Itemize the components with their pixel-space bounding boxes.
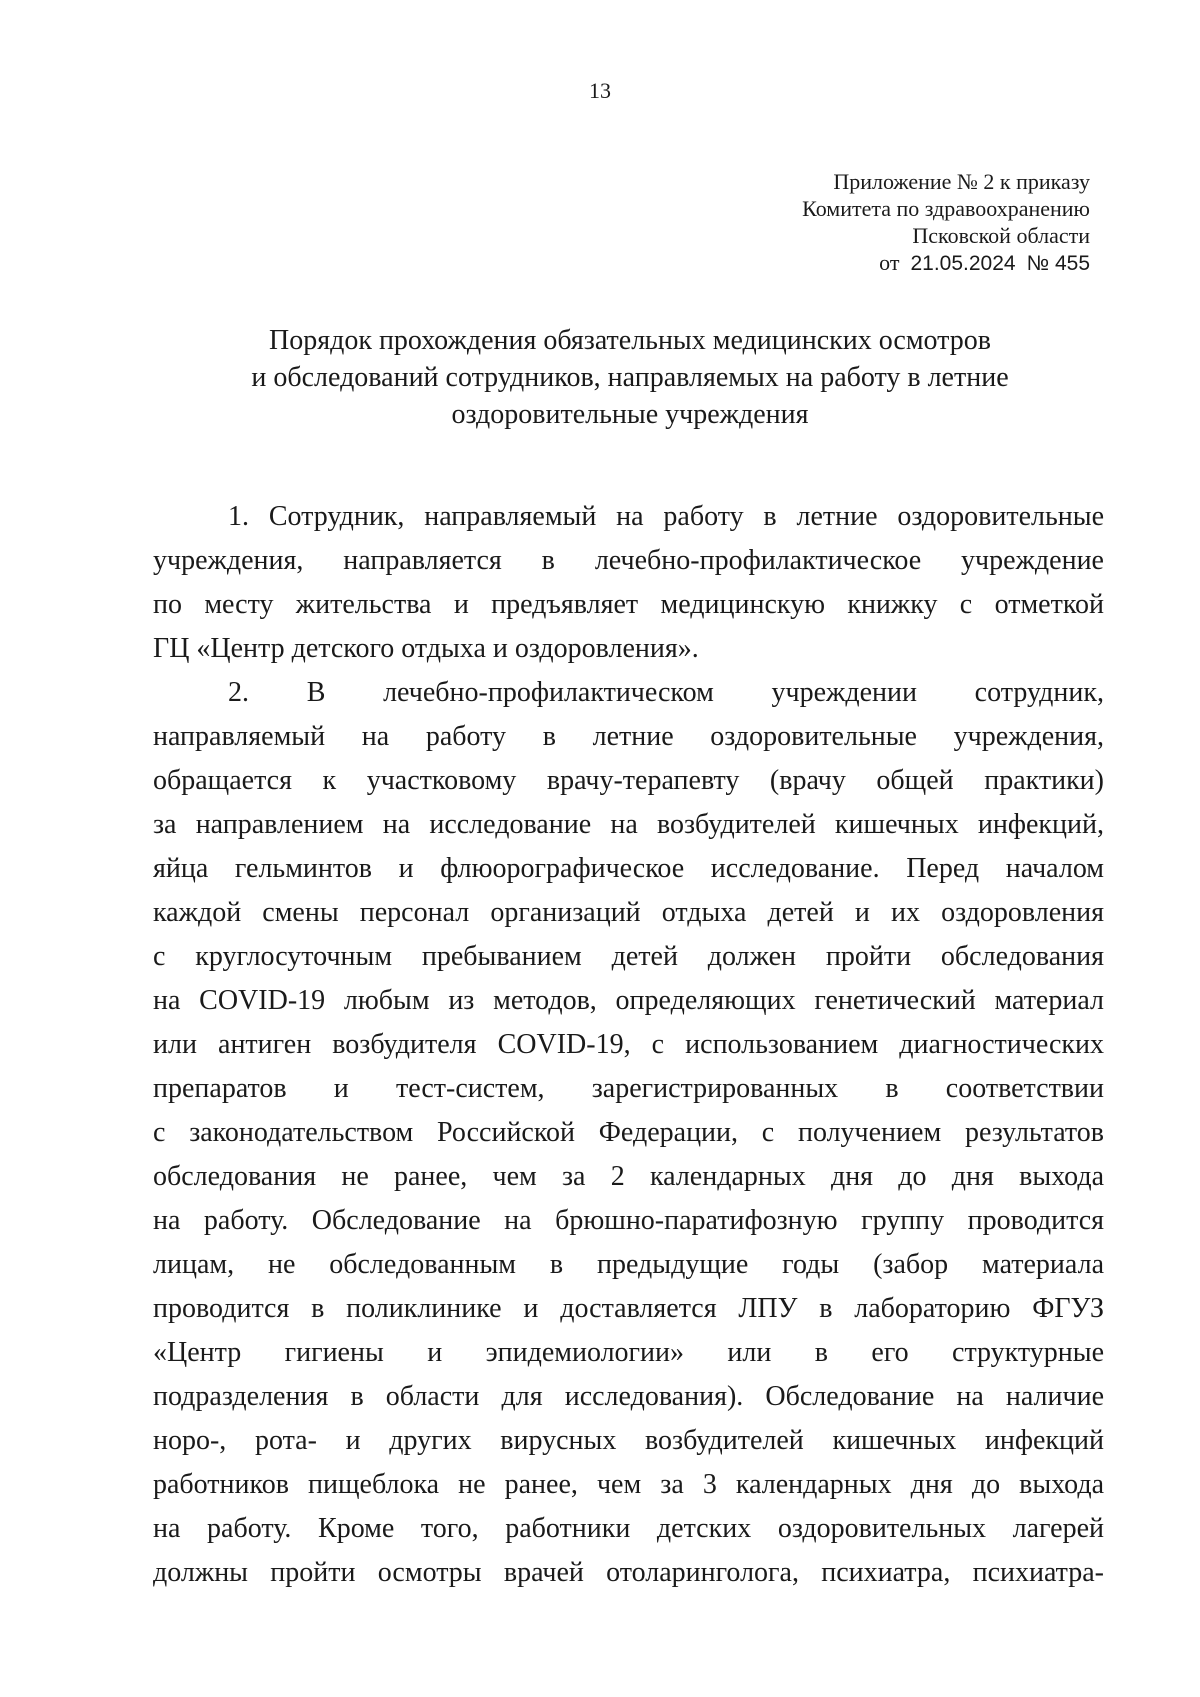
paragraph-line: за направлением на исследование на возбудителей кишечных инфекций, xyxy=(153,809,1104,840)
paragraph-1 xyxy=(153,495,1104,671)
paragraph-2 xyxy=(153,671,1104,1595)
order-date: 21.05.2024 xyxy=(910,252,1016,275)
paragraph-line: на работу. Обследование на брюшно-паратифозную группу проводится xyxy=(153,1205,1104,1236)
page-number: 13 xyxy=(589,78,611,103)
paragraph-line: с круглосуточным пребыванием детей должен пройти обследования xyxy=(153,941,1104,972)
document-title xyxy=(150,322,1110,433)
paragraph-line: подразделения в области для исследования). Обследование на наличие xyxy=(153,1381,1104,1412)
appendix-line-2: Комитета по здравоохранению xyxy=(802,196,1090,221)
appendix-line-1: Приложение № 2 к приказу xyxy=(833,169,1090,194)
title-line-3: оздоровительные учреждения xyxy=(451,399,809,430)
paragraph-line: работников пищеблока не ранее, чем за 3 календарных дня до выхода xyxy=(153,1469,1104,1500)
paragraph-line: препаратов и тест-систем, зарегистрированных в соответствии xyxy=(153,1073,1104,1104)
paragraph-line: обращается к участковому врачу-терапевту (врачу общей практики) xyxy=(153,765,1104,796)
paragraph-line: должны пройти осмотры врачей отоларинголога, психиатра, психиатра- xyxy=(153,1557,1104,1588)
paragraph-line: каждой смены персонал организаций отдыха детей и их оздоровления xyxy=(153,897,1104,928)
paragraph-line: обследования не ранее, чем за 2 календарных дня до дня выхода xyxy=(153,1161,1104,1192)
paragraph-line: «Центр гигиены и эпидемиологии» или в его структурные xyxy=(153,1337,1104,1368)
order-number: № 455 xyxy=(1026,252,1090,275)
paragraph-line: с законодательством Российской Федерации, с получением результатов xyxy=(153,1117,1104,1148)
paragraph-line: 2. В лечебно-профилактическом учреждении сотрудник, xyxy=(228,677,1104,708)
paragraph-line: по месту жительства и предъявляет медицинскую книжку с отметкой xyxy=(153,589,1104,620)
appendix-date-line xyxy=(802,249,1090,277)
paragraph-line: или антиген возбудителя COVID-19, с использованием диагностических xyxy=(153,1029,1104,1060)
title-line-2: и обследований сотрудников, направляемых на работу в летние xyxy=(251,362,1009,393)
paragraph-line: на COVID-19 любым из методов, определяющих генетический материал xyxy=(153,985,1104,1016)
date-prefix: от xyxy=(879,250,900,275)
appendix-reference xyxy=(802,168,1090,277)
paragraph-line: направляемый на работу в летние оздоровительные учреждения, xyxy=(153,721,1104,752)
document-body xyxy=(153,495,1104,1595)
paragraph-line: норо-, рота- и других вирусных возбудителей кишечных инфекций xyxy=(153,1425,1104,1456)
title-line-1: Порядок прохождения обязательных медицинских осмотров xyxy=(269,325,991,356)
paragraph-line: 1. Сотрудник, направляемый на работу в летние оздоровительные xyxy=(228,501,1104,532)
appendix-line-3: Псковской области xyxy=(912,223,1090,248)
paragraph-line: учреждения, направляется в лечебно-профилактическое учреждение xyxy=(153,545,1104,576)
paragraph-line: на работу. Кроме того, работники детских оздоровительных лагерей xyxy=(153,1513,1104,1544)
paragraph-line: лицам, не обследованным в предыдущие годы (забор материала xyxy=(153,1249,1104,1280)
paragraph-line: ГЦ «Центр детского отдыха и оздоровления». xyxy=(153,633,699,664)
paragraph-line: проводится в поликлинике и доставляется ЛПУ в лабораторию ФГУЗ xyxy=(153,1293,1104,1324)
paragraph-line: яйца гельминтов и флюорографическое исследование. Перед началом xyxy=(153,853,1104,884)
